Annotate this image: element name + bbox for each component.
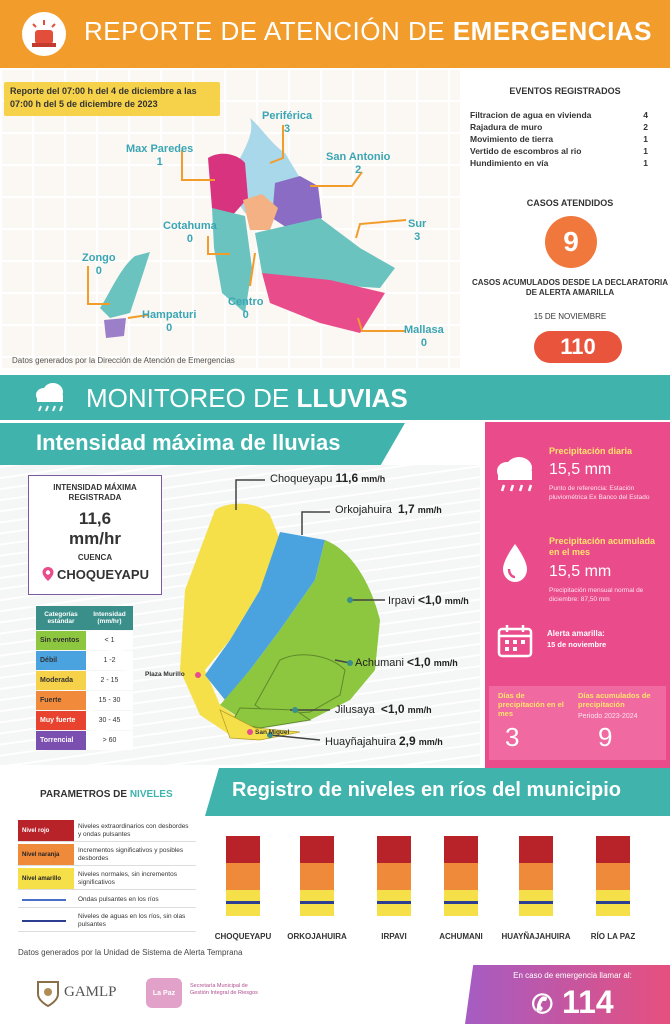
zone-count: 0 xyxy=(95,265,102,277)
event-row xyxy=(470,110,648,120)
basin-label-huaynajahuira xyxy=(325,734,443,748)
river-source: Datos generados por la Unidad de Sistema de Alerta Temprana xyxy=(18,948,243,957)
event-count: 1 xyxy=(643,146,648,156)
zone-cotahuma xyxy=(163,220,217,246)
san-miguel-label: San Miguel xyxy=(255,729,290,736)
days-acc-period: Periodo 2023-2024 xyxy=(578,713,638,720)
event-label: Rajadura de muro xyxy=(470,122,543,132)
monitoring-title xyxy=(86,383,408,414)
legend-row xyxy=(36,651,133,670)
param-desc: Niveles de aguas en los ríos, sin olas pulsantes xyxy=(78,912,186,928)
basin-name: Achumani xyxy=(355,657,404,669)
basin-label-jilusaya xyxy=(335,702,432,716)
days-acc-label: Días acumulados de precipitación xyxy=(578,691,651,709)
rain-cloud-icon xyxy=(492,455,538,500)
zone-name: Zongo xyxy=(82,252,116,264)
zone-count: 3 xyxy=(284,123,291,135)
basin-unit: mm/h xyxy=(444,596,469,606)
calendar-icon xyxy=(497,624,533,663)
monitoring-title-regular: MONITOREO DE xyxy=(86,383,290,413)
params-title-colored: NIVELES xyxy=(129,789,173,800)
basin-label-choqueyapu xyxy=(270,471,385,485)
emergency-label: En caso de emergencia llamar al: xyxy=(513,971,632,980)
zone-periferica xyxy=(262,110,312,136)
legend-range: 2 - 15 xyxy=(86,671,133,690)
event-label: Vertido de escombros al rio xyxy=(470,146,582,156)
basin-name: Choqueyapu xyxy=(270,473,333,485)
legend-row xyxy=(36,731,133,750)
zone-count: 0 xyxy=(186,233,193,245)
river-level-choqueyapu xyxy=(226,836,260,916)
param-swatch: Nivel naranja xyxy=(18,844,74,865)
zone-name: Cotahuma xyxy=(163,220,217,232)
legend-range: < 1 xyxy=(86,631,133,650)
zone-name: Max Paredes xyxy=(126,143,194,155)
basin-value: 11,6 xyxy=(335,471,359,485)
legend-row xyxy=(36,711,133,730)
event-row xyxy=(470,134,648,144)
zone-count: 3 xyxy=(414,231,421,243)
basin-label: CUENCA xyxy=(77,553,113,562)
event-count: 4 xyxy=(643,110,648,120)
siren-icon xyxy=(22,12,66,56)
days-month-value: 3 xyxy=(505,722,520,752)
event-row xyxy=(470,158,648,168)
zone-name: Mallasa xyxy=(404,324,444,336)
event-label: Movimiento de tierra xyxy=(470,134,554,144)
legend-category: Fuerte xyxy=(36,691,86,710)
basin-value: 2,9 xyxy=(399,734,416,748)
days-acc-value: 9 xyxy=(598,722,613,752)
river-name: ACHUMANI xyxy=(439,932,483,941)
alert-date: 15 de noviembre xyxy=(547,640,607,649)
basin-value: <1,0 xyxy=(417,593,442,607)
map-source: Datos generados por la Dirección de Atención de Emergencias xyxy=(12,356,235,365)
accumulated-title: CASOS ACUMULADOS DESDE LA DECLARATORIA DE ALERTA AMARILLA xyxy=(471,278,668,297)
legend-row xyxy=(36,691,133,710)
event-label: Hundimiento en vía xyxy=(470,158,549,168)
basin-value: 1,7 xyxy=(397,502,415,516)
river-level-irpavi xyxy=(377,836,411,916)
params-title xyxy=(40,789,173,800)
event-row xyxy=(470,122,648,132)
events-title: EVENTOS REGISTRADOS xyxy=(509,86,621,96)
param-row-red xyxy=(18,820,196,842)
zone-name: Sur xyxy=(408,218,427,230)
zone-hampaturi xyxy=(142,309,196,335)
zone-max-paredes xyxy=(126,143,193,169)
legend-header-range: Intensidad (mm/hr) xyxy=(93,611,126,625)
param-desc: Ondas pulsantes en los ríos xyxy=(78,895,159,903)
basin-unit: mm/h xyxy=(417,505,442,515)
zone-count: 1 xyxy=(156,156,163,168)
max-intensity-label: INTENSIDAD MÁXIMA REGISTRADA xyxy=(53,483,137,502)
basin-name: Irpavi xyxy=(388,595,415,607)
river-name: ORKOJAHUIRA xyxy=(287,932,347,941)
river-name: CHOQUEYAPU xyxy=(214,932,272,941)
param-row-pulse xyxy=(18,892,196,908)
normal-line xyxy=(22,920,66,922)
days-month-label: Días de precipitación en el mes xyxy=(498,691,564,718)
monitoring-title-bold: LLUVIAS xyxy=(296,383,408,413)
param-desc: Incrementos significativos y posibles desbordes xyxy=(78,846,184,862)
params-title-regular: PARAMETROS DE xyxy=(40,789,128,800)
legend-header xyxy=(36,606,133,630)
zone-san-antonio xyxy=(326,151,390,177)
river-name: HUAYÑAJAHUIRA xyxy=(501,932,571,941)
monthly-precip-label: Precipitación acumulada en el mes xyxy=(549,536,656,557)
district-hampaturi xyxy=(104,318,126,338)
event-row xyxy=(470,146,648,156)
monthly-normal: Precipitación mensual normal de diciembre: 87,50 mm xyxy=(549,587,644,603)
legend-category: Sin eventos xyxy=(36,631,86,650)
legend-range: 15 - 30 xyxy=(86,691,133,710)
legend-range: > 60 xyxy=(86,731,133,750)
param-row-orange xyxy=(18,844,196,866)
param-row-normal xyxy=(18,910,196,932)
max-intensity-unit: mm/hr xyxy=(69,529,121,548)
basin-value: <1,0 xyxy=(380,702,405,716)
plaza-murillo-label: Plaza Murillo xyxy=(145,671,185,678)
basin-name: Orkojahuira xyxy=(335,504,392,516)
legend-category: Débil xyxy=(36,651,86,670)
basin-name: CHOQUEYAPU xyxy=(57,566,149,582)
param-swatch-pulse xyxy=(18,892,74,907)
pulse-line xyxy=(22,899,66,901)
title-bold: EMERGENCIAS xyxy=(452,16,652,46)
zone-count: 0 xyxy=(166,322,173,334)
accumulated-value: 110 xyxy=(534,331,622,363)
event-count: 2 xyxy=(643,122,648,132)
intensity-legend xyxy=(36,606,133,751)
zone-name: Periférica xyxy=(262,110,313,122)
basin-label-orkojahuira xyxy=(335,502,442,516)
secretaria-text: Secretaría Municipal de Gestión Integral de Riesgos xyxy=(190,983,258,996)
legend-header-category: Categorías estándar xyxy=(44,611,78,625)
river-level-achumani xyxy=(444,836,478,916)
legend-range: 30 - 45 xyxy=(86,711,133,730)
river-level-orkojahuira xyxy=(300,836,334,916)
phone-icon: ✆ xyxy=(531,989,554,1019)
legend-category: Muy fuerte xyxy=(36,711,86,730)
zone-sur xyxy=(408,218,426,244)
accumulated-date: 15 DE NOVIEMBRE xyxy=(533,312,607,321)
max-intensity-value: 11,6 xyxy=(78,509,112,528)
basin-name: Jilusaya xyxy=(335,704,375,716)
water-drop-icon xyxy=(500,542,530,589)
page-title xyxy=(84,16,652,47)
legend-category: Moderada xyxy=(36,671,86,690)
gamlp-crest-icon xyxy=(34,978,62,1013)
basin-label-irpavi xyxy=(388,593,469,607)
legend-category: Torrencial xyxy=(36,731,86,750)
rain-cloud-icon xyxy=(32,381,68,420)
event-label: Filtracion de agua en vivienda xyxy=(470,110,592,120)
river-level-huaynajahuira xyxy=(519,836,553,916)
cases-value: 9 xyxy=(545,216,597,268)
basin-value: <1,0 xyxy=(406,655,431,669)
lapaz-logo-text: La Paz xyxy=(152,989,176,997)
max-intensity-box xyxy=(28,475,162,595)
param-row-yellow xyxy=(18,868,196,890)
param-desc: Niveles normales, sin incrementos significativos xyxy=(78,870,177,886)
event-count: 1 xyxy=(643,158,648,168)
zone-count: 2 xyxy=(355,164,362,176)
event-count: 1 xyxy=(643,134,648,144)
zone-count: 0 xyxy=(420,337,427,349)
daily-precip-value: 15,5 mm xyxy=(549,461,612,478)
zone-mallasa xyxy=(404,324,444,350)
river-levels-title: Registro de niveles en ríos del municipio xyxy=(232,779,621,801)
basin-name: Huayñajahuira xyxy=(325,736,396,748)
daily-precip-label: Precipitación diaria xyxy=(549,446,633,456)
zone-name: Hampaturi xyxy=(142,309,197,321)
basin-unit: mm/h xyxy=(407,705,432,715)
basin-unit: mm/h xyxy=(418,737,443,747)
cases-title: CASOS ATENDIDOS xyxy=(526,198,614,208)
param-desc: Niveles extraordinarios con desbordes y ondas pulsantes xyxy=(78,822,189,838)
emergency-phone: 114 xyxy=(562,984,614,1020)
zone-zongo xyxy=(82,252,116,278)
title-regular: REPORTE DE ATENCIÓN DE xyxy=(84,16,446,46)
lapaz-logo xyxy=(146,978,182,1008)
param-swatch: Nivel amarillo xyxy=(18,868,74,889)
alert-label: Alerta amarilla: xyxy=(547,629,605,638)
emergency-phone-row xyxy=(475,984,670,1021)
basin-name-row xyxy=(29,566,161,582)
river-level-rio-la-paz xyxy=(596,836,630,916)
basin-unit: mm/h xyxy=(433,658,458,668)
param-swatch-normal xyxy=(18,910,74,931)
location-pin-icon xyxy=(41,566,55,582)
river-name: RÍO LA PAZ xyxy=(590,932,636,941)
legend-range: 1 -2 xyxy=(86,651,133,670)
monthly-precip-value: 15,5 mm xyxy=(549,563,612,580)
legend-row xyxy=(36,631,133,650)
legend-row xyxy=(36,671,133,690)
report-period: Reporte del 07:00 h del 4 de diciembre a las 07:00 h del 5 de diciembre de 2023 xyxy=(4,82,220,116)
basin-label-achumani xyxy=(355,655,458,669)
reference-point: Punto de referencia: Estación pluviométrica Ex Banco del Estado xyxy=(549,485,650,501)
district-map xyxy=(0,68,460,368)
river-name: IRPAVI xyxy=(381,932,407,941)
gamlp-logo-text: GAMLP xyxy=(64,984,117,1000)
zone-name: Centro xyxy=(228,296,264,308)
zone-count: 0 xyxy=(242,309,249,321)
param-swatch: Nivel rojo xyxy=(18,820,74,841)
intensity-subtitle: Intensidad máxima de lluvias xyxy=(36,430,341,455)
zone-name: San Antonio xyxy=(326,151,391,163)
basin-unit: mm/h xyxy=(361,474,386,484)
zone-centro xyxy=(228,296,263,322)
